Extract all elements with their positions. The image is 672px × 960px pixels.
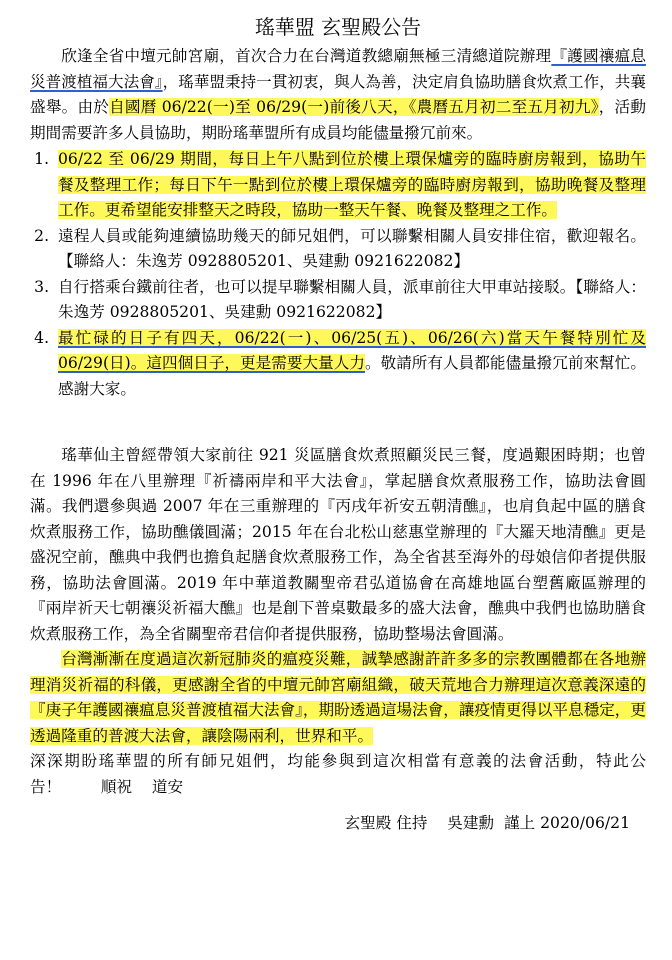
intro-lunar-dates: 《農曆五月初二至五月初九》 <box>408 98 599 116</box>
item-1-text: 06/22 至 06/29 期間，每日上午八點到位於樓上環保爐旁的臨時廚房報到，協助午餐及整理工作；每日下午一點到位於樓上環保爐旁的臨時廚房報到，協助晚餐及整理工作。更希望能安排整天之時段，協助一整天午餐、晚餐及整理之工作。 <box>58 150 646 219</box>
list-item <box>54 326 646 403</box>
list-item <box>54 275 646 326</box>
intro-text-2: ，瑤華盟秉持一貫初衷，與人為善，決定肩負協助膳食炊煮工作，共襄盛舉。由於 <box>30 72 646 116</box>
item-4-text: 。敬請所有人員都能儘量撥冗前來幫忙。感謝大家。 <box>58 354 646 398</box>
item-2-text: 遠程人員或能夠連續協助幾天的師兄姐們，可以聯繫相關人員安排住宿，歡迎報名。【聯絡人：朱逸芳 0928805201、吳建勳 0921622082】 <box>58 226 646 270</box>
covid-paragraph <box>30 647 646 749</box>
list-item <box>54 147 646 224</box>
regards-text: 順祝 道安 <box>100 777 184 796</box>
intro-date-range: 自國曆 06/22(一)至 06/29(一)前後八天， <box>109 98 409 116</box>
section-spacer <box>30 402 646 443</box>
page-title: 瑤華盟 玄聖殿公告 <box>254 15 422 39</box>
intro-text-3: ，活動期間需要許多人員協助，期盼瑤華盟所有成員均能儘量撥冗前來。 <box>30 98 646 142</box>
item-4-busy-days: 最忙碌的日子有四天，06/22(一)、06/25(五)、06/26(六)當天午餐特別忙及 06/29(日)。這四個日子，更是需要大量人力 <box>58 328 646 372</box>
covid-text: 台灣漸漸在度過這次新冠肺炎的瘟疫災難，誠摯感謝許許多多的宗教團體都在各地辦理消災祈福的科儀，更感謝全省的中壇元帥宮廟組織，破天荒地合力辦理這次意義深遠的『庚子年護國禳瘟息災普渡植福大法會』，期盼透過這場法會，讓疫情更得以平息穩定，更透過隆重的普渡大法會，讓陰陽兩利，世界和平。 <box>30 650 646 745</box>
closing-text: 深深期盼瑤華盟的所有師兄姐們，均能參與到這次相當有意義的法會活動，特此公告！ <box>30 752 646 796</box>
intro-paragraph <box>30 44 646 146</box>
list-item <box>54 224 646 275</box>
history-paragraph: 瑤華仙主曾經帶領大家前往 921 災區膳食炊煮照顧災民三餐，度過艱困時期；也曾在 1996 年在八里辦理『祈禱兩岸和平大法會』，掌起膳食炊煮服務工作，協助法會圓滿。我們還參與過 2007 年在三重辦理的『丙戌年祈安五朝清醮』，也肩負起中區的膳食炊煮服務工作，協助醮儀圓滿；2015 年在台北松山慈惠堂辦理的『大羅天地清醮』更是盛況空前，醮典中我們也擔負起膳食炊煮服務工作，為全省甚至海外的母娘信仰者提供服務，協助法會圓滿。2019 年中華道教關聖帝君弘道協會在高雄地區台塑舊廠區辦理的『兩岸祈天七朝禳災祈福大醮』也是創下普桌數最多的盛大法會，醮典中我們也協助膳食炊煮服務工作，為全省關聖帝君信仰者提供服務，協助整場法會圓滿。 <box>30 446 646 643</box>
intro-event-name: 『護國禳瘟息災普渡植福大法會』 <box>30 47 646 91</box>
closing-paragraph <box>30 749 646 800</box>
intro-text-1: 欣逢全省中壇元帥宮廟，首次合力在台灣道教總廟無極三清總道院辦理 <box>61 47 552 65</box>
signature-line: 玄聖殿 住持 吳建勳 謹上 2020/06/21 <box>344 814 630 832</box>
instruction-list <box>30 147 646 402</box>
item-3-text: 自行搭乘台鐵前往者，也可以提早聯繫相關人員，派車前往大甲車站接駁。【聯絡人：朱逸芳 0928805201、吳建勳 0921622082】 <box>58 277 646 321</box>
